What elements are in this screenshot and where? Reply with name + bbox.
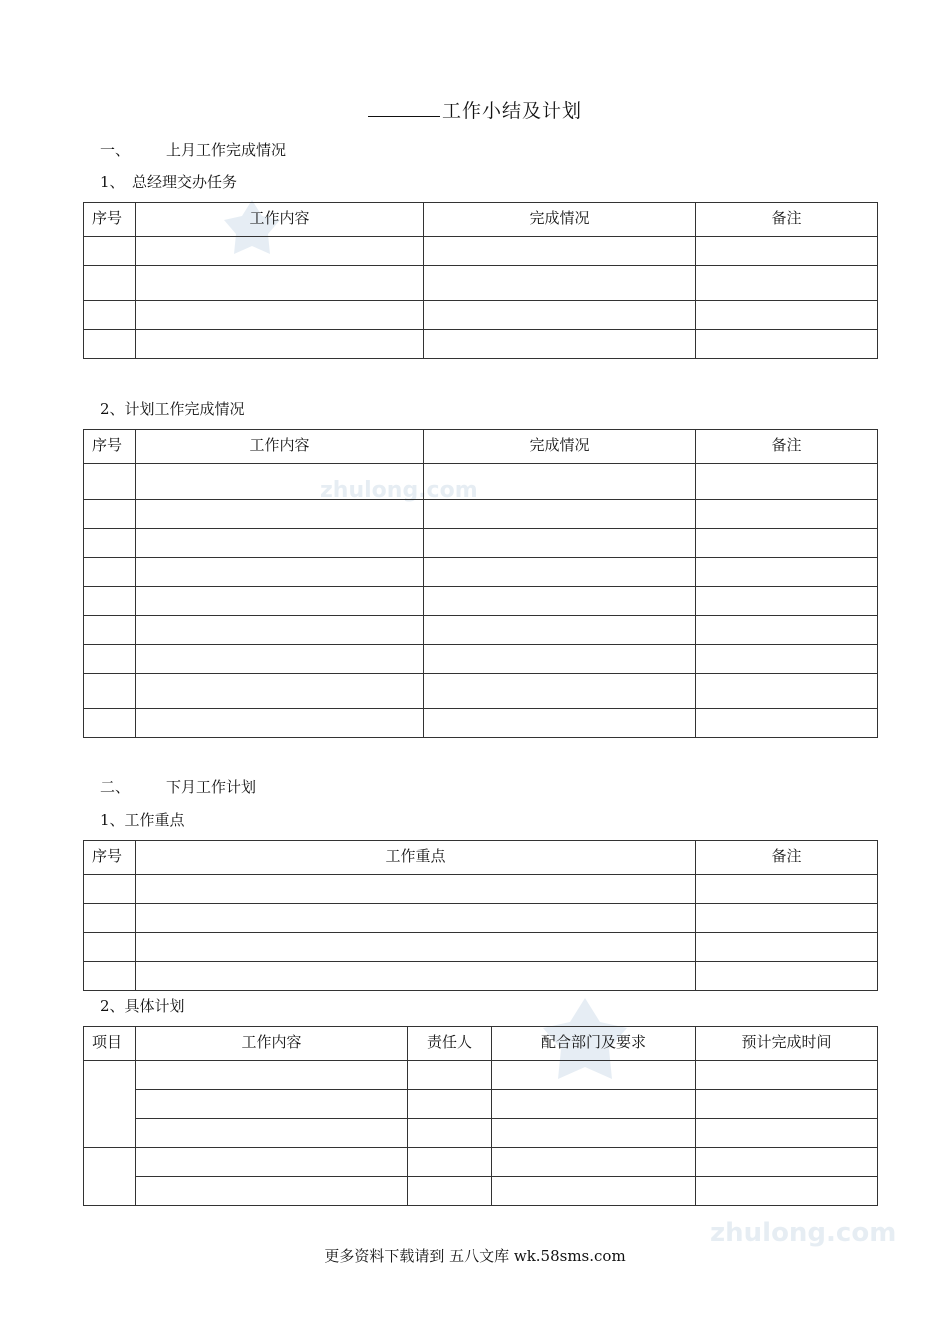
col-header-remarks: 备注	[696, 430, 878, 464]
table-cell[interactable]	[136, 709, 424, 738]
table-cell[interactable]	[696, 1119, 878, 1148]
table-cell[interactable]	[136, 529, 424, 558]
table-cell[interactable]	[136, 1090, 408, 1119]
table-header-row	[84, 841, 878, 875]
section1-sub1	[100, 171, 237, 192]
table-row	[84, 1061, 878, 1090]
table-cell[interactable]	[136, 1119, 408, 1148]
table-cell[interactable]	[136, 330, 424, 359]
table-cell[interactable]	[696, 962, 878, 991]
table-row	[84, 1090, 878, 1119]
table-cell[interactable]	[84, 266, 136, 301]
table-row	[84, 933, 878, 962]
col-header-content: 工作内容	[136, 430, 424, 464]
table-cell[interactable]	[424, 237, 696, 266]
table-cell[interactable]	[696, 587, 878, 616]
table-cell[interactable]	[424, 587, 696, 616]
col-header-status: 完成情况	[424, 203, 696, 237]
section1-sub1-title: 总经理交办任务	[132, 173, 238, 191]
table-cell[interactable]	[696, 709, 878, 738]
table-cell[interactable]	[84, 529, 136, 558]
table-cell[interactable]	[696, 464, 878, 500]
section2-title: 下月工作计划	[166, 778, 257, 796]
table-cell[interactable]	[696, 301, 878, 330]
table-row	[84, 1148, 878, 1177]
col-header-content: 工作内容	[136, 1027, 408, 1061]
table-cell[interactable]	[136, 266, 424, 301]
title-text: 工作小结及计划	[441, 100, 582, 122]
table-cell[interactable]	[136, 616, 424, 645]
watermark-text: zhulong.com	[710, 1218, 897, 1248]
table-row	[84, 464, 878, 500]
section1-number: 一、	[100, 141, 131, 159]
table-cell[interactable]	[492, 1061, 696, 1090]
table-row	[84, 1177, 878, 1206]
table-cell[interactable]	[424, 301, 696, 330]
table-cell[interactable]	[696, 1177, 878, 1206]
section2-heading	[100, 776, 256, 797]
table-cell[interactable]	[84, 709, 136, 738]
section2-sub2	[100, 995, 185, 1016]
table-cell[interactable]	[424, 709, 696, 738]
table-cell[interactable]	[84, 674, 136, 709]
table-cell[interactable]	[136, 464, 424, 500]
table-row	[84, 558, 878, 587]
table-cell[interactable]	[424, 330, 696, 359]
col-header-content: 工作内容	[136, 203, 424, 237]
col-header-index: 序号	[84, 203, 136, 237]
table-row	[84, 904, 878, 933]
table-row	[84, 1119, 878, 1148]
col-header-owner: 责任人	[408, 1027, 492, 1061]
table-key-work	[83, 840, 878, 991]
table-cell[interactable]	[696, 529, 878, 558]
section1-title: 上月工作完成情况	[166, 141, 287, 159]
table-cell[interactable]	[136, 1177, 408, 1206]
table-cell[interactable]	[84, 558, 136, 587]
table-header-row	[84, 430, 878, 464]
table-row	[84, 962, 878, 991]
table-cell[interactable]	[84, 587, 136, 616]
table-cell[interactable]	[492, 1119, 696, 1148]
table-cell[interactable]	[408, 1061, 492, 1090]
title-blank-line	[368, 100, 440, 117]
table-cell[interactable]	[136, 1061, 408, 1090]
section1-heading	[100, 139, 286, 160]
table-row	[84, 266, 878, 301]
table-row	[84, 529, 878, 558]
table-cell[interactable]	[492, 1090, 696, 1119]
table-cell[interactable]	[696, 645, 878, 674]
table-assigned-tasks	[83, 202, 878, 359]
table-detailed-plan	[83, 1026, 878, 1206]
table-cell[interactable]	[696, 1148, 878, 1177]
table-cell[interactable]	[136, 875, 696, 904]
col-header-deadline: 预计完成时间	[696, 1027, 878, 1061]
table-header-row	[84, 203, 878, 237]
watermark-text: zhulong.com	[320, 478, 478, 503]
table-cell[interactable]	[696, 875, 878, 904]
table-cell[interactable]	[136, 674, 424, 709]
table-cell[interactable]	[492, 1177, 696, 1206]
table-cell[interactable]	[696, 500, 878, 529]
table-cell[interactable]	[136, 962, 696, 991]
table-cell[interactable]	[696, 1061, 878, 1090]
section2-sub1	[100, 809, 185, 830]
table-cell[interactable]	[696, 674, 878, 709]
table-row	[84, 237, 878, 266]
table-cell[interactable]	[408, 1148, 492, 1177]
table-cell[interactable]	[492, 1148, 696, 1177]
table-row	[84, 875, 878, 904]
table-cell[interactable]	[136, 1148, 408, 1177]
page-title	[0, 96, 950, 123]
section1-sub2	[100, 398, 245, 419]
table-cell[interactable]	[408, 1090, 492, 1119]
col-header-remarks: 备注	[696, 203, 878, 237]
table-cell[interactable]	[424, 266, 696, 301]
col-header-index: 序号	[84, 430, 136, 464]
col-header-key-work: 工作重点	[136, 841, 696, 875]
table-row	[84, 709, 878, 738]
table-cell[interactable]	[696, 933, 878, 962]
table-cell[interactable]	[424, 500, 696, 529]
table-cell[interactable]	[424, 616, 696, 645]
section2-number: 二、	[100, 778, 131, 796]
table-cell[interactable]	[696, 904, 878, 933]
table-cell[interactable]	[136, 500, 424, 529]
table-row	[84, 674, 878, 709]
table-cell[interactable]	[136, 933, 696, 962]
section2-sub2-title: 2、具体计划	[100, 997, 185, 1015]
table-row	[84, 500, 878, 529]
table-cell[interactable]	[84, 464, 136, 500]
table-cell[interactable]	[136, 904, 696, 933]
section1-sub1-number: 1、	[100, 173, 125, 191]
table-cell[interactable]	[424, 529, 696, 558]
table-cell-item-group[interactable]	[84, 1061, 136, 1148]
table-cell[interactable]	[696, 558, 878, 587]
table-cell[interactable]	[84, 301, 136, 330]
table-planned-work	[83, 429, 878, 738]
table-row	[84, 645, 878, 674]
table-cell[interactable]	[424, 674, 696, 709]
section2-sub1-title: 1、工作重点	[100, 811, 185, 829]
col-header-item: 项目	[84, 1027, 136, 1061]
table-cell[interactable]	[84, 933, 136, 962]
table-cell[interactable]	[136, 587, 424, 616]
col-header-index: 序号	[84, 841, 136, 875]
col-header-department: 配合部门及要求	[492, 1027, 696, 1061]
table-cell[interactable]	[84, 645, 136, 674]
table-cell[interactable]	[84, 330, 136, 359]
col-header-status: 完成情况	[424, 430, 696, 464]
table-cell[interactable]	[696, 616, 878, 645]
table-cell[interactable]	[136, 645, 424, 674]
table-cell[interactable]	[424, 464, 696, 500]
table-cell[interactable]	[136, 558, 424, 587]
table-cell[interactable]	[136, 237, 424, 266]
table-cell[interactable]	[408, 1177, 492, 1206]
table-row	[84, 330, 878, 359]
table-cell[interactable]	[84, 962, 136, 991]
table-row	[84, 301, 878, 330]
table-cell[interactable]	[424, 558, 696, 587]
table-cell[interactable]	[84, 875, 136, 904]
table-cell[interactable]	[136, 301, 424, 330]
col-header-remarks: 备注	[696, 841, 878, 875]
footer-note: 更多资料下载请到 五八文库 wk.58sms.com	[324, 1247, 626, 1265]
table-cell[interactable]	[84, 904, 136, 933]
table-cell-item-group[interactable]	[84, 1148, 136, 1206]
section1-sub2-title: 2、计划工作完成情况	[100, 400, 245, 418]
table-cell[interactable]	[696, 237, 878, 266]
table-row	[84, 616, 878, 645]
table-cell[interactable]	[696, 1090, 878, 1119]
table-row	[84, 587, 878, 616]
table-cell[interactable]	[84, 237, 136, 266]
table-cell[interactable]	[696, 330, 878, 359]
table-cell[interactable]	[84, 616, 136, 645]
table-cell[interactable]	[424, 645, 696, 674]
table-header-row	[84, 1027, 878, 1061]
table-cell[interactable]	[696, 266, 878, 301]
table-cell[interactable]	[84, 500, 136, 529]
table-cell[interactable]	[408, 1119, 492, 1148]
